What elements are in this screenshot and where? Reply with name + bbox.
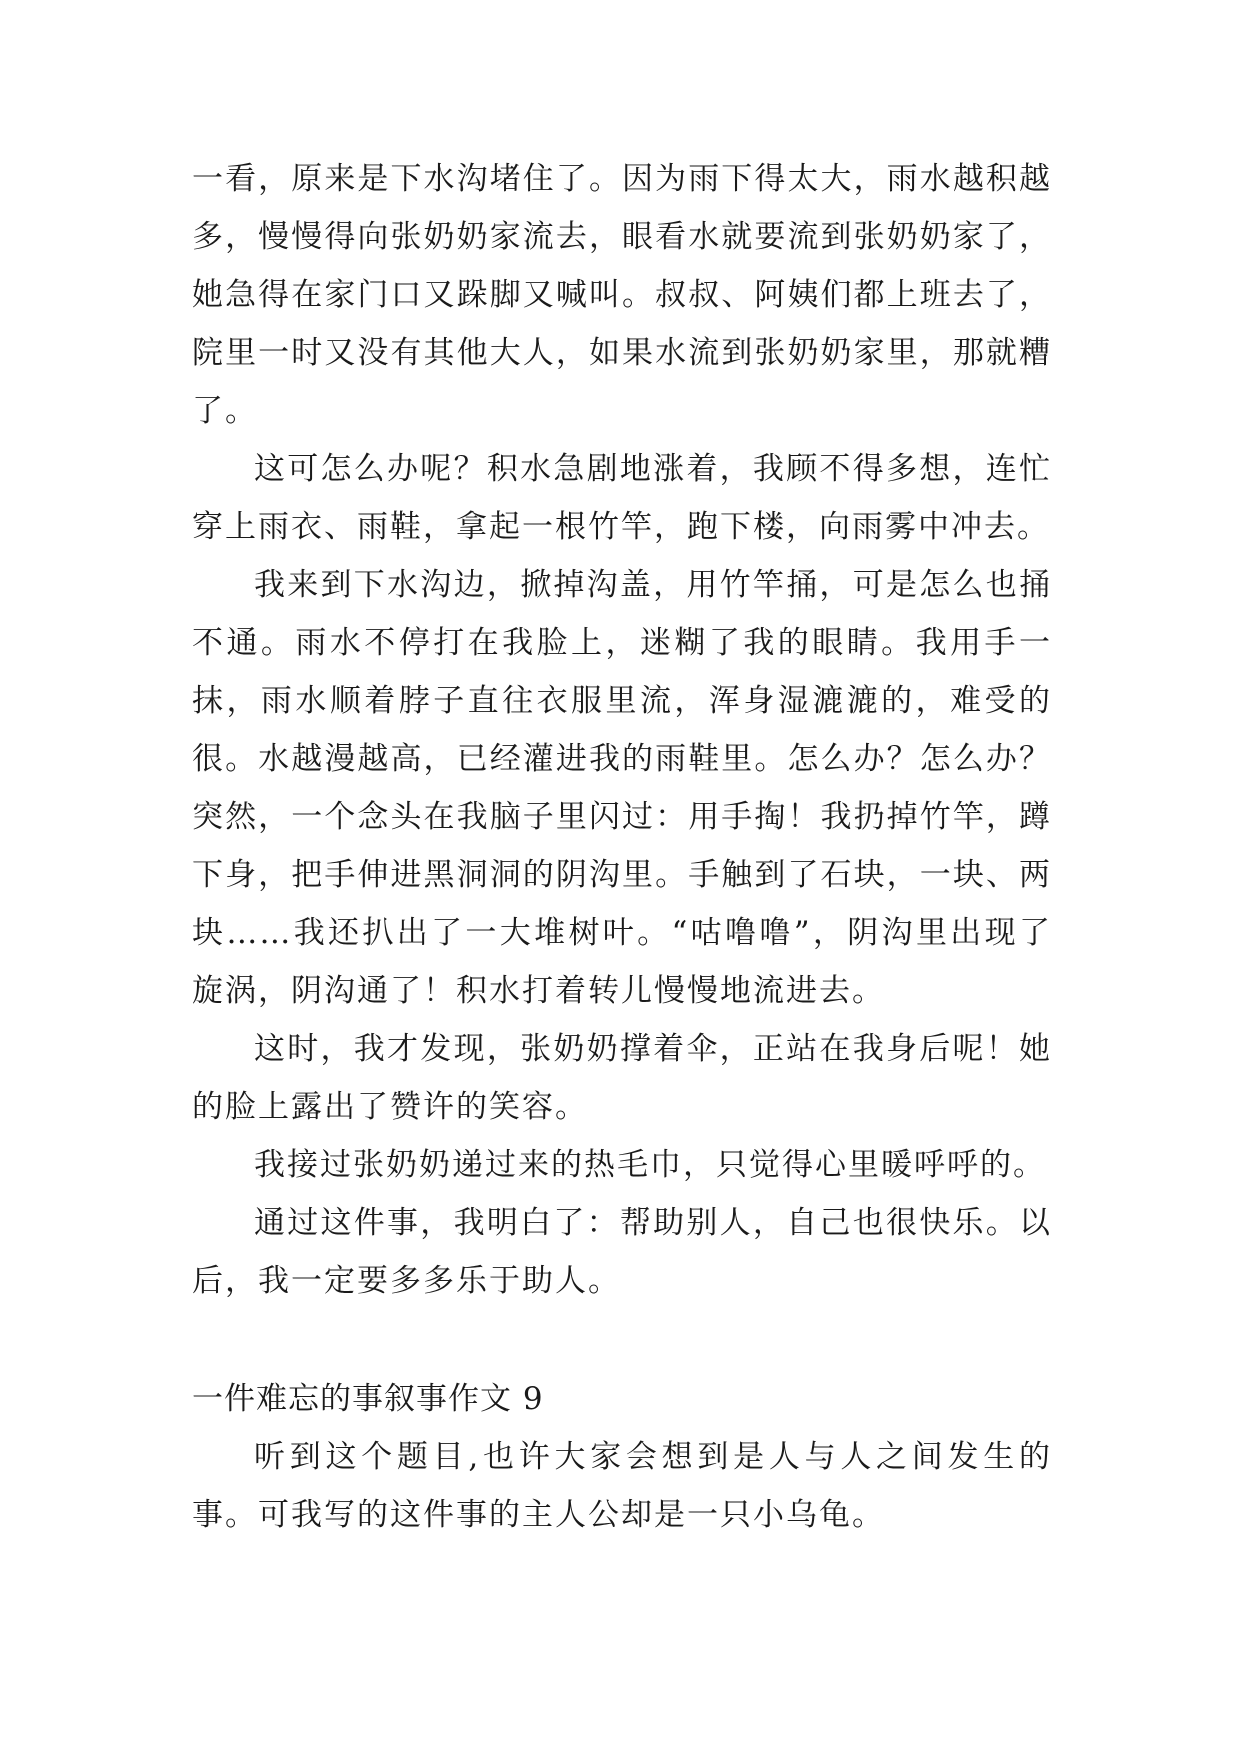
paragraph-3: 我来到下水沟边，掀掉沟盖，用竹竿捅，可是怎么也捅不通。雨水不停打在我脸上，迷糊了我的眼睛。我用手一抹，雨水顺着脖子直往衣服里流，浑身湿漉漉的，难受的很。水越漫越高，已经灌进我的雨鞋里。怎么办？怎么办？突然，一个念头在我脑子里闪过：用手掏！我扔掉竹竿，蹲下身，把手伸进黑洞洞的阴沟里。手触到了石块，一块、两块……我还扒出了一大堆树叶。“咕噜噜”，阴沟里出现了旋涡，阴沟通了！积水打着转儿慢慢地流进去。 (192, 567, 1052, 1009)
paragraph-1: 一看，原来是下水沟堵住了。因为雨下得太大，雨水越积越多，慢慢得向张奶奶家流去，眼看水就要流到张奶奶家了，她急得在家门口又跺脚又喊叫。叔叔、阿姨们都上班去了，院里一时又没有其他大人，如果水流到张奶奶家里，那就糟了。 (192, 161, 1052, 429)
section-title: 一件难忘的事叙事作文 9 (192, 1381, 544, 1417)
section-paragraph-1: 听到这个题目,也许大家会想到是人与人之间发生的事。可我写的这件事的主人公却是一只小乌龟。 (192, 1439, 1052, 1533)
paragraph-5: 我接过张奶奶递过来的热毛巾，只觉得心里暖呼呼的。 (254, 1147, 1046, 1183)
document-page (192, 150, 1052, 1544)
paragraph-2: 这可怎么办呢？积水急剧地涨着，我顾不得多想，连忙穿上雨衣、雨鞋，拿起一根竹竿，跑下楼，向雨雾中冲去。 (192, 451, 1052, 545)
paragraph-4: 这时，我才发现，张奶奶撑着伞，正站在我身后呢！她的脸上露出了赞许的笑容。 (192, 1031, 1052, 1125)
paragraph-6: 通过这件事，我明白了：帮助别人，自己也很快乐。以后，我一定要多多乐于助人。 (192, 1205, 1052, 1299)
